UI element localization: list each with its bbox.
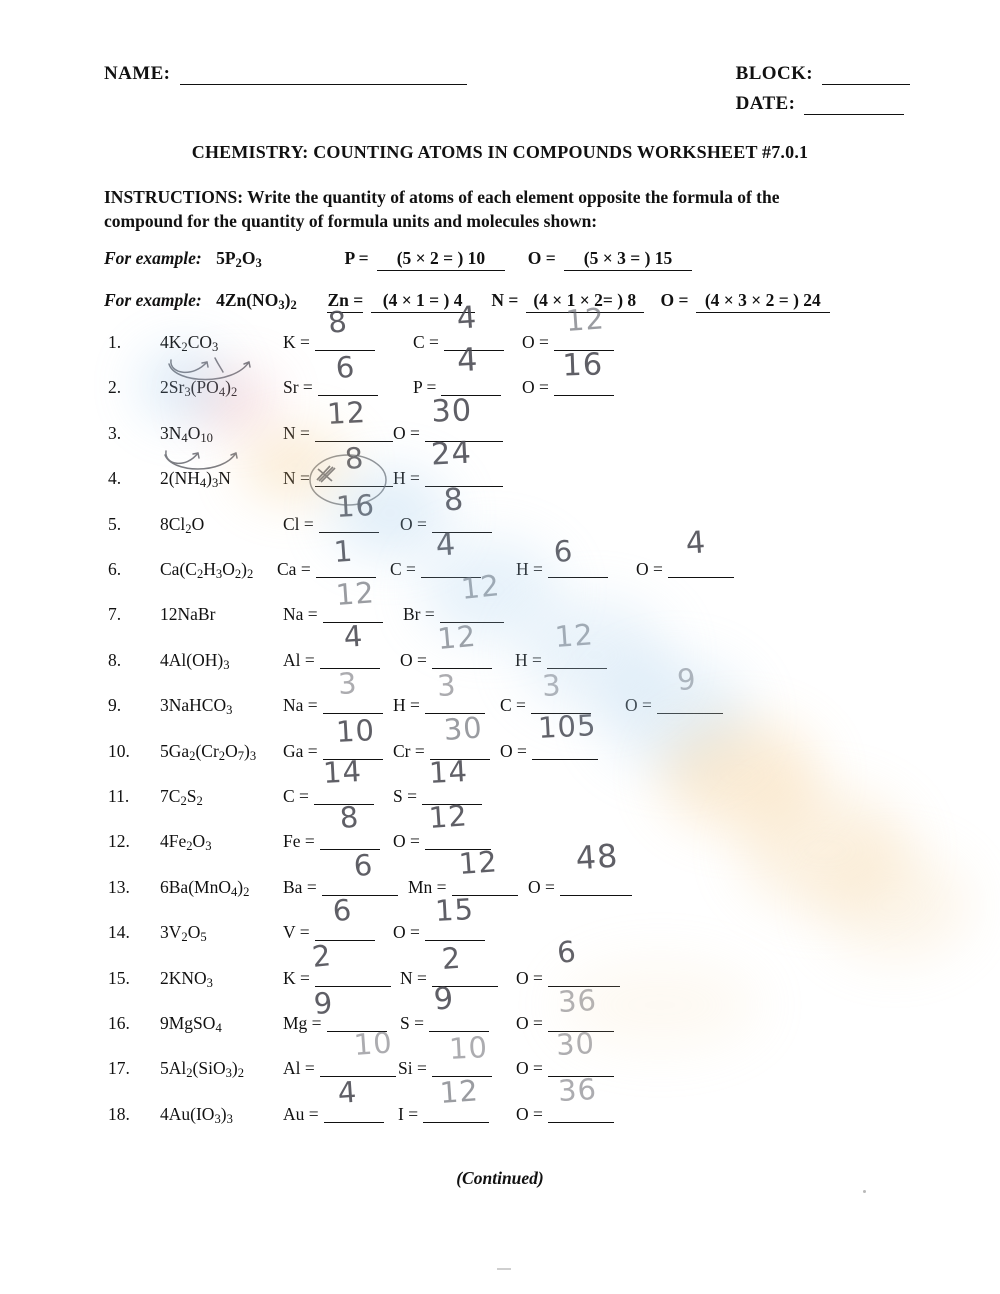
element-label: Fe = [283, 831, 315, 852]
example-work-N: (4 × 1 × 2= ) 8 [526, 290, 644, 313]
handwritten-answer: 3 [337, 666, 359, 702]
problem-formula: $2KNO_3$ [160, 967, 213, 990]
element-label: V = [283, 922, 310, 943]
handwritten-answer: 6 [352, 847, 375, 883]
answer-blank[interactable] [528, 877, 632, 898]
element-label: Al = [283, 649, 315, 670]
handwritten-answer: 2 [310, 937, 334, 974]
problem-number: 12. [108, 831, 130, 852]
problem-formula: $4Al(OH)_3$ [160, 649, 230, 672]
handwritten-answer: 6 [555, 933, 579, 970]
example-label: For example: [104, 248, 202, 268]
handwritten-answer: 14 [428, 754, 469, 790]
handwritten-answer: 12 [553, 617, 595, 654]
handwritten-answer: 15 [434, 892, 475, 929]
element-label: O = [522, 332, 549, 352]
problem-formula: $3V_2O_5$ [160, 922, 207, 944]
instructions-text: INSTRUCTIONS: Write the quantity of atoms of each element opposite the formula of the compound for the quantity of formula units and molecules shown: [104, 187, 780, 231]
handwritten-answer: 8 [338, 800, 361, 836]
handwritten-answer: 12 [326, 394, 367, 431]
handwritten-answer: 4 [456, 340, 480, 380]
problem-formula: 9MgSO$_4$ [160, 1013, 222, 1035]
problem-formula: $Ca(C_2H_3O_2)_2$ [160, 559, 254, 581]
problem-number: 6. [108, 559, 122, 579]
handwritten-answer: 30 [430, 391, 473, 429]
name-input[interactable] [180, 69, 467, 85]
handwritten-answer: 4 [684, 523, 708, 561]
problem-number: 7. [108, 604, 122, 625]
element-label: O = [400, 513, 427, 534]
element-label: C = [390, 559, 416, 579]
problem-number: 14. [108, 922, 130, 943]
handwritten-answer: 3 [541, 668, 563, 704]
answer-blank[interactable] [636, 559, 734, 580]
page-title: CHEMISTRY: COUNTING ATOMS IN COMPOUNDS WORKSHEET #7.0.1 [191, 142, 809, 162]
example-work-O2: (4 × 3 × 2 = ) 24 [696, 290, 830, 313]
handwritten-answer: 12 [459, 568, 502, 607]
element-label: Si = [398, 1058, 427, 1079]
answer-blank[interactable] [283, 650, 380, 671]
worksheet-header [104, 63, 904, 115]
problem-number: 9. [108, 695, 122, 716]
handwritten-answer: 105 [537, 707, 598, 745]
element-label: O = [393, 922, 420, 943]
element-label: O = [516, 967, 543, 988]
problem-number: 5. [108, 513, 122, 534]
element-label: Ga = [283, 740, 318, 761]
element-label: Cl = [283, 513, 314, 534]
problem-formula: $6Ba(MnO_4)_2$ [160, 876, 250, 899]
answer-line[interactable] [320, 1060, 396, 1077]
problem-formula: $8Cl_2O$ [160, 513, 205, 536]
handwritten-answer: 4 [342, 618, 365, 654]
element-label: O = [516, 1103, 543, 1124]
element-label: C = [500, 695, 526, 716]
problem-number: 15. [108, 967, 130, 988]
page-footer: (Continued) [456, 1168, 544, 1188]
problem-formula: $4Au(IO_3)_3$ [160, 1103, 233, 1126]
handwritten-answer: 12 [564, 301, 606, 338]
handwritten-answer: 3 [436, 668, 458, 704]
handwritten-answer: 6 [552, 533, 575, 569]
block-input[interactable] [822, 70, 910, 85]
answer-blank[interactable] [283, 468, 393, 489]
scan-speck [497, 1268, 511, 1270]
handwritten-answer: 30 [555, 1026, 596, 1063]
example-element-N: N = [491, 290, 519, 310]
element-label: Al = [283, 1058, 315, 1079]
element-label: H = [393, 468, 420, 489]
element-label: O = [522, 377, 549, 398]
answer-line[interactable] [657, 697, 723, 714]
problem-formula: $3N_4O_{10}$ [160, 422, 213, 445]
handwritten-answer: 12 [334, 575, 376, 613]
element-label: Br = [403, 604, 435, 625]
problem-number: 1. [108, 332, 122, 352]
example-work-Zn: (4 × 1 = ) 4 [371, 290, 475, 313]
problem-formula: $4Fe_2O_3$ [160, 831, 212, 854]
problem-number: 10. [108, 740, 130, 761]
problem-number: 8. [108, 649, 122, 670]
answer-line[interactable] [532, 743, 598, 760]
handwritten-answer: 2 [440, 940, 463, 976]
problem-formula: $5Al_2(SiO_3)_2$ [160, 1058, 245, 1081]
handwritten-answer: 4 [434, 525, 458, 563]
problem-formula: $2Sr_3(PO_4)_2$ [160, 377, 238, 400]
name-label: NAME: [104, 63, 171, 84]
example-element-Zn: Zn = [327, 290, 363, 313]
answer-line[interactable] [548, 1106, 614, 1123]
problem-number: 3. [108, 422, 122, 443]
element-label: Ba = [283, 876, 317, 897]
handwritten-answer: 10 [335, 712, 376, 749]
handwritten-answer: 9 [312, 985, 335, 1021]
handwritten-answer: 8 [326, 304, 350, 340]
name-field-group [104, 63, 467, 85]
element-label: P = [413, 377, 437, 398]
element-label: H = [393, 695, 420, 716]
answer-blank[interactable] [283, 968, 391, 989]
answer-blank[interactable] [283, 1104, 384, 1125]
element-label: O = [393, 831, 420, 852]
handwritten-answer: 8 [442, 480, 466, 518]
scan-speck [863, 1190, 866, 1193]
element-label: N = [400, 967, 427, 988]
element-label: O = [625, 695, 652, 716]
example-element-O: O = [527, 248, 556, 268]
handwritten-answer: 16 [335, 487, 376, 524]
element-label: I = [398, 1103, 419, 1124]
problem-formula: 12NaBr [160, 604, 216, 625]
handwritten-answer: 36 [557, 983, 598, 1019]
handwritten-answer: 4 [455, 298, 479, 336]
example-label-2: For example: [104, 290, 202, 310]
handwritten-answer: 30 [442, 709, 484, 747]
handwritten-answer: 10 [352, 1025, 394, 1063]
problem-formula: $5Ga_2(Cr_2O_7)_3$ [160, 740, 257, 763]
answer-blank[interactable] [625, 695, 723, 716]
date-input[interactable] [804, 100, 904, 115]
element-label: H = [515, 649, 542, 670]
date-field-group [736, 93, 910, 115]
element-label: C = [413, 332, 439, 352]
handwritten-answer: 8 [343, 440, 366, 477]
element-label: Cr = [393, 740, 425, 761]
example-element-O2: O = [660, 290, 689, 310]
element-label: S = [393, 786, 417, 806]
handwritten-answer: 12 [438, 1073, 480, 1110]
element-label: Mn = [408, 876, 447, 897]
problem-number: 17. [108, 1058, 130, 1079]
block-date-group [736, 63, 910, 115]
date-label: DATE: [735, 93, 796, 114]
answer-line[interactable] [425, 470, 503, 487]
handwritten-answer: 1 [332, 533, 355, 569]
element-label: Au = [283, 1103, 319, 1124]
answer-line[interactable] [547, 652, 607, 669]
problem-number: 18. [108, 1103, 130, 1124]
handwritten-answer: 6 [334, 350, 357, 386]
example-work-P: (5 × 2 = ) 10 [377, 248, 505, 271]
problem-number: 11. [108, 786, 130, 806]
handwritten-answer: 36 [557, 1071, 598, 1108]
handwritten-answer: 12 [427, 798, 469, 836]
element-label: O = [528, 876, 555, 897]
problem-number: 2. [108, 377, 122, 398]
element-label: C = [283, 786, 309, 806]
element-label: N = [283, 468, 310, 489]
element-label: Sr = [283, 377, 313, 398]
element-label: S = [400, 1013, 424, 1033]
example-element-P: P = [344, 248, 369, 268]
problem-number: 4. [108, 468, 122, 489]
element-label: K = [283, 967, 310, 988]
handwritten-answer: 9 [432, 979, 456, 1017]
answer-line[interactable] [560, 879, 632, 896]
handwritten-answer: 14 [322, 754, 363, 790]
example-row-1 [104, 248, 692, 271]
answer-line[interactable] [668, 561, 734, 578]
element-label: K = [283, 332, 310, 352]
element-label: O = [516, 1013, 543, 1033]
element-label: Na = [283, 695, 318, 716]
element-label: Mg = [283, 1013, 322, 1033]
handwritten-answer: 10 [448, 1030, 489, 1067]
handwritten-answer: 9 [676, 662, 698, 698]
block-label: BLOCK: [735, 63, 813, 84]
problem-number: 13. [108, 876, 130, 897]
example-formula: $5P_2O_3$ [216, 248, 262, 270]
problem-number: 16. [108, 1013, 130, 1033]
element-label: Na = [283, 604, 318, 625]
element-label: H = [516, 559, 543, 579]
handwritten-answer: 48 [574, 836, 620, 877]
handwritten-answer: 6 [331, 892, 354, 929]
element-label: O = [400, 649, 427, 670]
handwritten-answer: 4 [336, 1074, 359, 1110]
element-label: O = [500, 740, 527, 761]
example-formula-2: $4Zn(NO_3)_2$ [216, 290, 297, 312]
element-label: N = [283, 422, 310, 443]
block-field-group [736, 63, 910, 85]
element-label: Ca = [277, 559, 311, 579]
handwritten-answer: 12 [457, 844, 499, 881]
element-label: O = [516, 1058, 543, 1079]
problem-formula: $4K_2CO_3$ [160, 332, 219, 354]
handwritten-answer: 24 [430, 434, 473, 473]
handwritten-answer: 12 [436, 618, 478, 656]
element-label: O = [393, 422, 420, 443]
problem-formula: 3NaHCO$_3$ [160, 695, 233, 717]
problem-formula: $7C_2S_2$ [160, 786, 203, 808]
problem-formula: $2(NH_4)_3N$ [160, 468, 231, 490]
handwritten-answer: 16 [561, 346, 604, 384]
example-work-O: (5 × 3 = ) 15 [564, 248, 692, 271]
element-label: O = [636, 559, 663, 579]
